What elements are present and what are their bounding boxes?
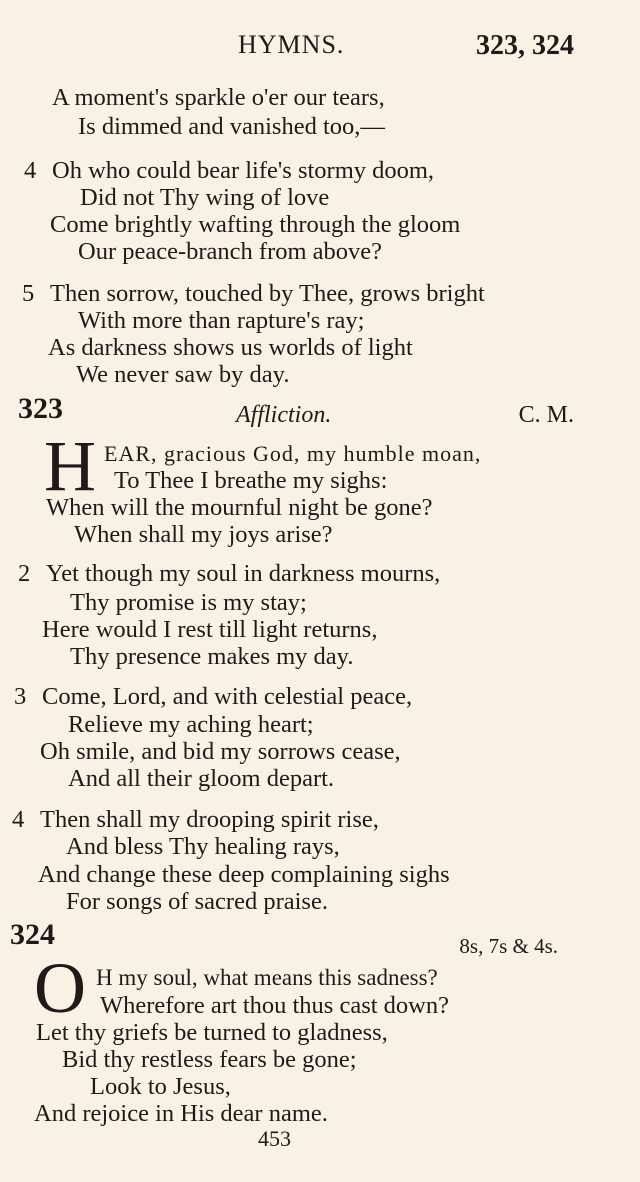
hymn-number: 324 (10, 918, 55, 951)
verse-line: Thy presence makes my day. (70, 643, 354, 670)
verse-line: And bless Thy healing rays, (66, 833, 340, 860)
verse-line: When will the mournful night be gone? (46, 494, 433, 521)
hymn-meter: C. M. (518, 402, 574, 428)
hymn-number: 323 (18, 392, 63, 425)
verse-line: Yet though my soul in darkness mourns, (46, 560, 441, 587)
verse-line: Come brightly wafting through the gloom (50, 211, 461, 238)
verse-line: Here would I rest till light returns, (42, 616, 378, 643)
verse-line: To Thee I breathe my sighs: (114, 467, 388, 494)
verse-line: Is dimmed and vanished too,— (78, 113, 385, 140)
page-header (0, 30, 640, 70)
verse-line: And rejoice in His dear name. (34, 1100, 328, 1127)
verse-line-numbered (24, 157, 434, 185)
first-line: H my soul, what means this sadness? (96, 965, 438, 990)
verse-line: Did not Thy wing of love (80, 184, 330, 211)
drop-cap: H (44, 426, 96, 506)
verse-line: Come, Lord, and with celestial peace, (42, 683, 413, 710)
verse-line: Then sorrow, touched by Thee, grows bright (50, 280, 485, 307)
verse-line: Wherefore art thou thus cast down? (100, 992, 449, 1019)
verse-line: And change these deep complaining sighs (38, 861, 450, 888)
verse-line: A moment's sparkle o'er our tears, (52, 84, 385, 111)
verse-line: Our peace-branch from above? (78, 238, 383, 265)
verse-number: 3 (14, 683, 27, 710)
verse-line: When shall my joys arise? (74, 521, 333, 548)
verse-line: For songs of sacred praise. (66, 888, 328, 915)
hymn-range: 323, 324 (476, 30, 574, 61)
verse-line-numbered (12, 806, 379, 834)
verse-line: With more than rapture's ray; (78, 307, 365, 334)
verse-number: 4 (12, 806, 25, 833)
verse-line: Look to Jesus, (90, 1073, 231, 1100)
verse-number: 2 (18, 560, 31, 587)
verse-line-numbered (18, 560, 440, 588)
verse-line-numbered (22, 280, 485, 308)
hymn-meter: 8s, 7s & 4s. (459, 934, 558, 958)
running-title: HYMNS. (238, 30, 345, 59)
verse-line: Thy promise is my stay; (70, 589, 307, 616)
first-line: EAR, gracious God, my humble moan, (104, 441, 482, 466)
verse-line: As darkness shows us worlds of light (48, 334, 413, 361)
verse-line: Bid thy restless fears be gone; (62, 1046, 357, 1073)
verse-number: 5 (22, 280, 35, 307)
verse-line: Oh who could bear life's stormy doom, (52, 157, 435, 184)
verse-line: Oh smile, and bid my sorrows cease, (40, 738, 401, 765)
hymn-title: Affliction. (236, 402, 332, 428)
verse-line: And all their gloom depart. (68, 765, 335, 792)
verse-line: Relieve my aching heart; (68, 711, 314, 738)
verse-number: 4 (24, 157, 37, 184)
verse-line: Then shall my drooping spirit rise, (40, 806, 379, 833)
verse-line: Let thy griefs be turned to gladness, (36, 1019, 388, 1046)
drop-cap: O (34, 948, 86, 1028)
verse-line-numbered (14, 683, 412, 711)
page-number: 453 (258, 1126, 291, 1151)
verse-line: We never saw by day. (76, 361, 290, 388)
